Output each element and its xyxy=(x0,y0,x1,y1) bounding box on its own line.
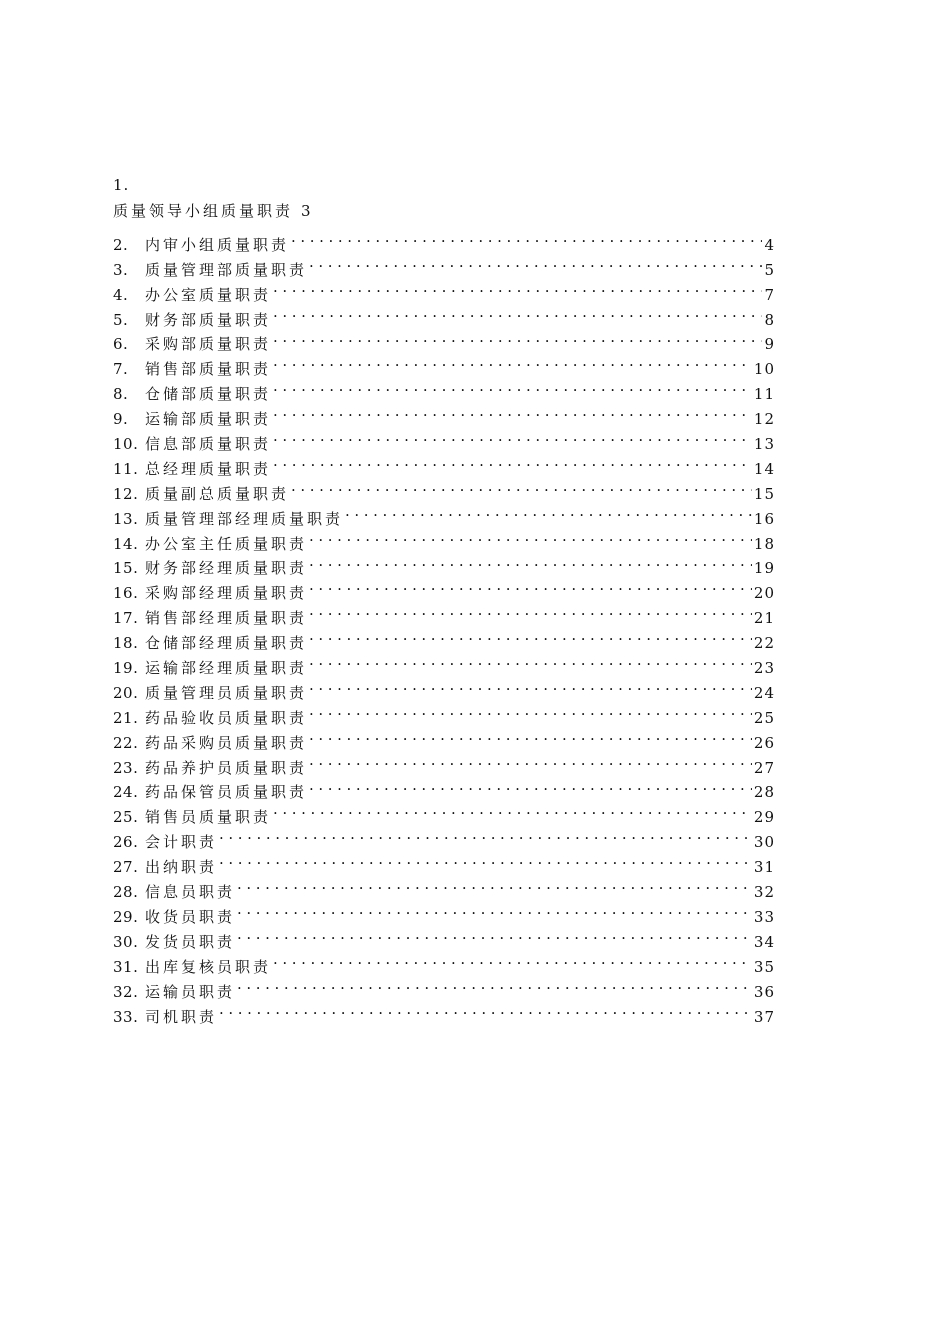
toc-dot-leader xyxy=(291,474,752,499)
toc-entry-title: 质量管理部经理质量职责 xyxy=(145,509,344,528)
toc-entry-page: 27 xyxy=(753,758,775,777)
toc-entry-number: 12. xyxy=(113,484,139,503)
toc-entry-title: 药品验收员质量职责 xyxy=(145,708,308,727)
toc-entry-page: 9 xyxy=(764,335,775,354)
toc-entry-page: 22 xyxy=(753,634,775,653)
toc-first-title: 质量领导小组质量职责 xyxy=(113,202,294,220)
toc-dot-leader xyxy=(219,997,752,1022)
toc-entry-number: 16. xyxy=(113,584,139,603)
toc-entry-title: 采购部经理质量职责 xyxy=(145,584,308,603)
toc-entry-number: 31. xyxy=(113,957,139,976)
toc-entry-title: 会计职责 xyxy=(145,833,218,852)
toc-entry-title: 药品采购员质量职责 xyxy=(145,733,308,752)
toc-entry-page: 20 xyxy=(753,584,775,603)
toc-entry-page: 19 xyxy=(753,559,775,578)
toc-entry-title: 财务部经理质量职责 xyxy=(145,559,308,578)
toc-entry-number: 29. xyxy=(113,907,139,926)
toc-entry-page: 25 xyxy=(753,708,775,727)
toc-entry-number: 3. xyxy=(113,260,129,279)
toc-entry-page: 8 xyxy=(764,310,775,329)
toc-dot-leader xyxy=(237,872,752,897)
toc-entry-page: 5 xyxy=(764,260,775,279)
toc-entry-number: 24. xyxy=(113,783,139,802)
toc-dot-leader xyxy=(273,374,752,399)
toc-dot-leader xyxy=(309,573,752,598)
toc-entry-title: 质量管理员质量职责 xyxy=(145,683,308,702)
toc-dot-leader xyxy=(237,897,752,922)
toc-entry-title: 销售部经理质量职责 xyxy=(145,609,308,628)
toc-dot-leader xyxy=(273,424,752,449)
toc-dot-leader xyxy=(219,822,752,847)
toc-entry-page: 13 xyxy=(753,435,775,454)
toc-entry-number: 17. xyxy=(113,609,139,628)
toc-dot-leader xyxy=(309,549,752,574)
toc-entry-number: 2. xyxy=(113,235,129,254)
toc-first-entry[interactable] xyxy=(113,200,314,222)
toc-entry-number: 20. xyxy=(113,683,139,702)
toc-entry-number: 26. xyxy=(113,833,139,852)
toc-dot-leader xyxy=(291,225,762,250)
toc-entry-title: 总经理质量职责 xyxy=(145,459,272,478)
toc-entry-number: 27. xyxy=(113,858,139,877)
toc-entry-number: 9. xyxy=(113,410,129,429)
toc-dot-leader xyxy=(309,698,752,723)
toc-dot-leader xyxy=(309,648,752,673)
toc-entry-page: 10 xyxy=(753,360,775,379)
toc-entry-page: 4 xyxy=(764,235,775,254)
toc-entry-title: 财务部质量职责 xyxy=(145,310,272,329)
toc-entry-title: 仓储部质量职责 xyxy=(145,385,272,404)
toc-entry-number: 7. xyxy=(113,360,129,379)
toc-entry-title: 收货员职责 xyxy=(145,907,236,926)
toc-entry-number: 19. xyxy=(113,659,139,678)
toc-dot-leader xyxy=(273,797,752,822)
toc-entry-number: 15. xyxy=(113,559,139,578)
toc-entry-number: 14. xyxy=(113,534,139,553)
toc-entry-title: 药品保管员质量职责 xyxy=(145,783,308,802)
toc-entry-number: 32. xyxy=(113,982,139,1001)
toc-entry-page: 35 xyxy=(753,957,775,976)
toc-entry-number: 13. xyxy=(113,509,139,528)
toc-entry-title: 出纳职责 xyxy=(145,858,218,877)
toc-entry-number: 21. xyxy=(113,708,139,727)
toc-entry-page: 11 xyxy=(753,385,775,404)
toc-dot-leader xyxy=(309,598,752,623)
toc-entry-page: 31 xyxy=(753,858,775,877)
toc-dot-leader xyxy=(273,349,752,374)
toc-dot-leader xyxy=(273,275,762,300)
toc-entry-page: 34 xyxy=(753,932,775,951)
toc-first-page: 3 xyxy=(301,202,314,220)
toc-dot-leader xyxy=(309,623,752,648)
toc-entry-title: 信息部质量职责 xyxy=(145,435,272,454)
toc-dot-leader xyxy=(309,524,752,549)
toc-dot-leader xyxy=(273,947,752,972)
toc-entry-page: 7 xyxy=(764,285,775,304)
toc-entry-number: 18. xyxy=(113,634,139,653)
table-of-contents xyxy=(113,225,775,1026)
toc-entry-title: 司机职责 xyxy=(145,1007,218,1026)
toc-entry-title: 质量管理部质量职责 xyxy=(145,260,308,279)
toc-entry-title: 药品养护员质量职责 xyxy=(145,758,308,777)
toc-dot-leader xyxy=(237,972,752,997)
toc-entry-number: 4. xyxy=(113,285,129,304)
toc-entry-page: 24 xyxy=(753,683,775,702)
toc-entry-title: 运输部质量职责 xyxy=(145,410,272,429)
toc-entry-page: 23 xyxy=(753,659,775,678)
toc-entry-title: 销售员质量职责 xyxy=(145,808,272,827)
toc-first-number: 1. xyxy=(113,176,130,194)
toc-entry-page: 37 xyxy=(753,1007,775,1026)
toc-entry-title: 办公室主任质量职责 xyxy=(145,534,308,553)
toc-entry-page: 14 xyxy=(753,459,775,478)
toc-entry-number: 5. xyxy=(113,310,129,329)
toc-entry-title: 内审小组质量职责 xyxy=(145,235,290,254)
toc-entry-page: 33 xyxy=(753,907,775,926)
toc-entry-number: 8. xyxy=(113,385,129,404)
toc-entry-title: 仓储部经理质量职责 xyxy=(145,634,308,653)
toc-entry-page: 36 xyxy=(753,982,775,1001)
toc-dot-leader xyxy=(273,325,762,350)
toc-dot-leader xyxy=(273,399,752,424)
toc-entry-title: 运输员职责 xyxy=(145,982,236,1001)
toc-entry-number: 23. xyxy=(113,758,139,777)
toc-entry-page: 28 xyxy=(753,783,775,802)
toc-entry-page: 16 xyxy=(753,509,775,528)
toc-entry-page: 26 xyxy=(753,733,775,752)
toc-entry-number: 11. xyxy=(113,459,139,478)
toc-entry-title: 运输部经理质量职责 xyxy=(145,659,308,678)
toc-dot-leader xyxy=(345,499,752,524)
toc-entry-number: 6. xyxy=(113,335,129,354)
toc-entry-number: 10. xyxy=(113,435,139,454)
toc-entry-title: 发货员职责 xyxy=(145,932,236,951)
toc-entry-number: 28. xyxy=(113,883,139,902)
toc-entry-page: 12 xyxy=(753,410,775,429)
toc-entry[interactable] xyxy=(113,225,775,254)
toc-entry-page: 32 xyxy=(753,883,775,902)
toc-entry-title: 采购部质量职责 xyxy=(145,335,272,354)
toc-entry-title: 质量副总质量职责 xyxy=(145,484,290,503)
toc-entry-title: 销售部质量职责 xyxy=(145,360,272,379)
toc-entry-page: 30 xyxy=(753,833,775,852)
toc-entry-number: 25. xyxy=(113,808,139,827)
toc-entry-number: 33. xyxy=(113,1007,139,1026)
toc-entry-page: 21 xyxy=(753,609,775,628)
toc-dot-leader xyxy=(219,847,752,872)
toc-dot-leader xyxy=(309,250,762,275)
toc-dot-leader xyxy=(309,748,752,773)
toc-dot-leader xyxy=(273,449,752,474)
toc-dot-leader xyxy=(309,773,752,798)
toc-entry-title: 信息员职责 xyxy=(145,883,236,902)
toc-entry-page: 18 xyxy=(753,534,775,553)
toc-dot-leader xyxy=(273,300,762,325)
toc-entry-number: 22. xyxy=(113,733,139,752)
toc-entry-number: 30. xyxy=(113,932,139,951)
toc-dot-leader xyxy=(309,673,752,698)
toc-entry-page: 29 xyxy=(753,808,775,827)
toc-dot-leader xyxy=(309,723,752,748)
toc-dot-leader xyxy=(237,922,752,947)
toc-entry-title: 办公室质量职责 xyxy=(145,285,272,304)
toc-entry-page: 15 xyxy=(753,484,775,503)
toc-entry-title: 出库复核员职责 xyxy=(145,957,272,976)
